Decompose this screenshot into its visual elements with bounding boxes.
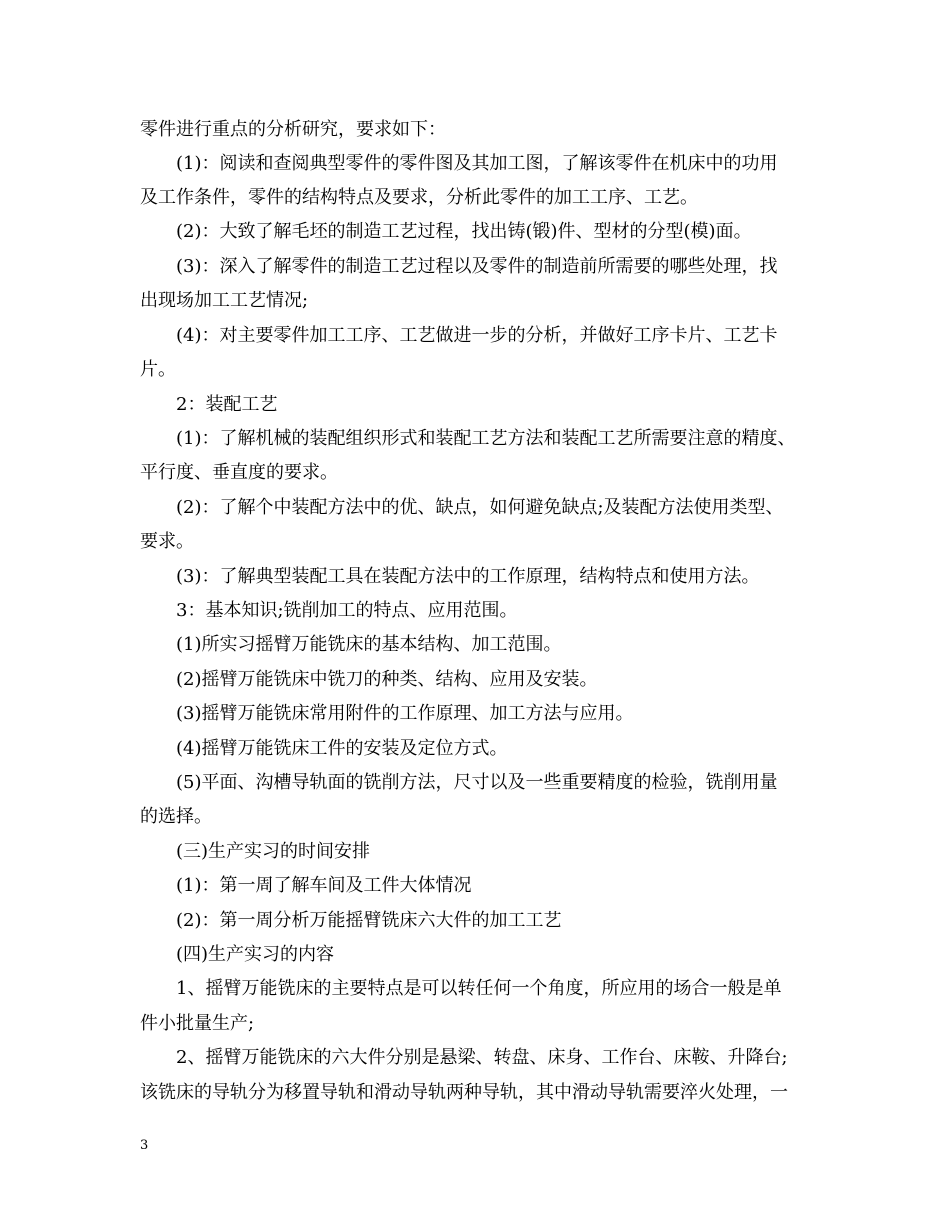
paragraph-line: (2)摇臂万能铣床中铣刀的种类、结构、应用及安装。	[176, 669, 598, 690]
paragraph-line: (2)：第一周分析万能摇臂铣床六大件的加工工艺	[176, 910, 562, 931]
paragraph-line: (3)摇臂万能铣床常用附件的工作原理、加工方法与应用。	[176, 703, 634, 724]
paragraph-line: 及工作条件，零件的结构特点及要求，分析此零件的加工工序、工艺。	[140, 187, 698, 208]
paragraph-line: (1)：了解机械的装配组织形式和装配工艺方法和装配工艺所需要注意的精度、	[176, 428, 796, 449]
paragraph-line: 片。	[140, 359, 176, 380]
paragraph-line: 出现场加工工艺情况;	[140, 290, 309, 311]
section-heading: (三)生产实习的时间安排	[176, 841, 371, 862]
paragraph-line: 1、摇臂万能铣床的主要特点是可以转任何一个角度，所应用的场合一般是单	[176, 978, 782, 999]
paragraph-line: 平行度、垂直度的要求。	[140, 462, 338, 483]
paragraph-line: (3)：深入了解零件的制造工艺过程以及零件的制造前所需要的哪些处理，找	[176, 256, 778, 277]
paragraph-line: (1)：第一周了解车间及工件大体情况	[176, 875, 472, 896]
paragraph-line: (1)：阅读和查阅典型零件的零件图及其加工图，了解该零件在机床中的功用	[176, 153, 778, 174]
section-heading: 3：基本知识;铣削加工的特点、应用范围。	[176, 600, 518, 621]
section-heading: (四)生产实习的内容	[176, 944, 335, 965]
paragraph-line: (2)：大致了解毛坯的制造工艺过程，找出铸(锻)件、型材的分型(模)面。	[176, 221, 752, 242]
section-heading: 2：装配工艺	[176, 394, 278, 415]
paragraph-line: 该铣床的导轨分为移置导轨和滑动导轨两种导轨，其中滑动导轨需要淬火处理，一	[140, 1082, 788, 1103]
paragraph-line: 零件进行重点的分析研究，要求如下：	[140, 119, 446, 140]
paragraph-line: (3)：了解典型装配工具在装配方法中的工作原理，结构特点和使用方法。	[176, 566, 760, 587]
paragraph-line: 要求。	[140, 531, 194, 552]
paragraph-line: 件小批量生产;	[140, 1013, 255, 1034]
paragraph-line: (4)摇臂万能铣床工件的安装及定位方式。	[176, 738, 508, 759]
paragraph-line: 的选择。	[140, 806, 212, 827]
paragraph-line: (1)所实习摇臂万能铣床的基本结构、加工范围。	[176, 634, 562, 655]
paragraph-line: (5)平面、沟槽导轨面的铣削方法，尺寸以及一些重要精度的检验，铣削用量	[176, 772, 778, 793]
paragraph-line: (2)：了解个中装配方法中的优、缺点，如何避免缺点;及装配方法使用类型、	[176, 497, 784, 518]
paragraph-line: 2、摇臂万能铣床的六大件分别是悬梁、转盘、床身、工作台、床鞍、升降台;	[176, 1047, 788, 1068]
paragraph-line: (4)：对主要零件加工工序、工艺做进一步的分析，并做好工序卡片、工艺卡	[176, 325, 778, 346]
page-number: 3	[140, 1138, 149, 1153]
